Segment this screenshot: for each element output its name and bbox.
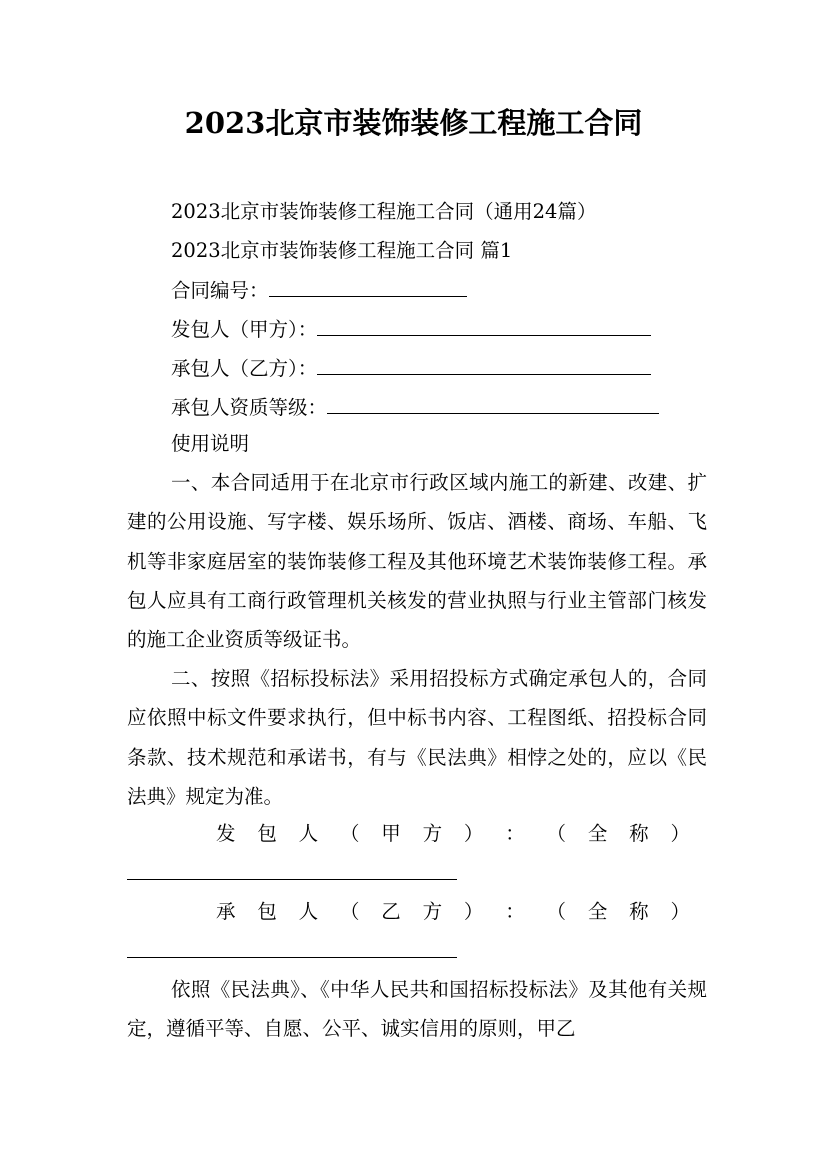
char: 人 <box>298 822 319 845</box>
char: （ <box>546 900 567 923</box>
qualification-label: 承包人资质等级： <box>171 396 328 419</box>
party-b-label: 承包人（乙方）： <box>171 357 318 380</box>
char: 称 <box>629 822 649 845</box>
char: 承 <box>216 900 236 923</box>
char: （ <box>339 822 360 845</box>
party-a-field <box>171 316 651 344</box>
char: 方 <box>422 822 443 845</box>
char: ） <box>670 900 690 923</box>
char: 全 <box>587 900 608 923</box>
char: 发 <box>216 822 236 845</box>
document-subtitle: 2023北京市装饰装修工程施工合同（通用24篇） <box>171 200 597 223</box>
char: 方 <box>422 900 443 923</box>
qualification-field <box>171 394 659 422</box>
char: （ <box>546 822 567 845</box>
char: 全 <box>587 822 608 845</box>
party-a-fullname-rule <box>127 879 457 880</box>
char: （ <box>339 900 360 923</box>
char: 乙 <box>381 900 401 923</box>
document-title: 2023北京市装饰装修工程施工合同 <box>184 106 643 140</box>
contract-number-blank <box>269 278 467 297</box>
char: 包 <box>257 822 277 845</box>
party-b-blank <box>317 356 651 375</box>
usage-paragraph-1: 一、本合同适用于在北京市行政区域内施工的新建、改建、扩建的公用设施、写字楼、娱乐场所、饭店、酒楼、商场、车船、飞机等非家庭居室的装饰装修工程及其他环境艺术装饰装修工程。承包人应具有工商行政管理机关核发的营业执照与行业主管部门核发的施工企业资质等级证书。 <box>127 471 707 652</box>
party-b-fullname-rule <box>127 957 457 958</box>
body-paragraph-1: 依照《民法典》、《中华人民共和国招标投标法》及其他有关规定，遵循平等、自愿、公平、诚实信用的原则，甲乙 <box>127 978 707 1041</box>
char: ） <box>463 900 484 923</box>
party-a-blank <box>317 317 651 336</box>
chapter-heading: 2023北京市装饰装修工程施工合同 篇1 <box>171 239 513 262</box>
char: ） <box>670 822 690 845</box>
party-b-field <box>171 355 651 383</box>
char: 称 <box>629 900 649 923</box>
char: 人 <box>298 900 319 923</box>
char: ： <box>505 900 525 923</box>
contract-number-field <box>171 277 467 305</box>
party-b-fullname-line <box>216 898 690 926</box>
char: ） <box>463 822 484 845</box>
contract-number-label: 合同编号： <box>171 279 269 302</box>
qualification-blank <box>327 395 659 414</box>
char: 甲 <box>381 822 401 845</box>
party-a-label: 发包人（甲方）： <box>171 318 318 341</box>
party-a-fullname-line <box>216 820 690 848</box>
usage-paragraph-2: 二、按照《招标投标法》采用招投标方式确定承包人的，合同应依照中标文件要求执行，但中标书内容、工程图纸、招投标合同条款、技术规范和承诺书，有与《民法典》相悖之处的，应以《民法典》规定为准。 <box>127 667 707 808</box>
char: 包 <box>257 900 277 923</box>
char: ： <box>505 822 525 845</box>
usage-heading: 使用说明 <box>171 432 250 455</box>
